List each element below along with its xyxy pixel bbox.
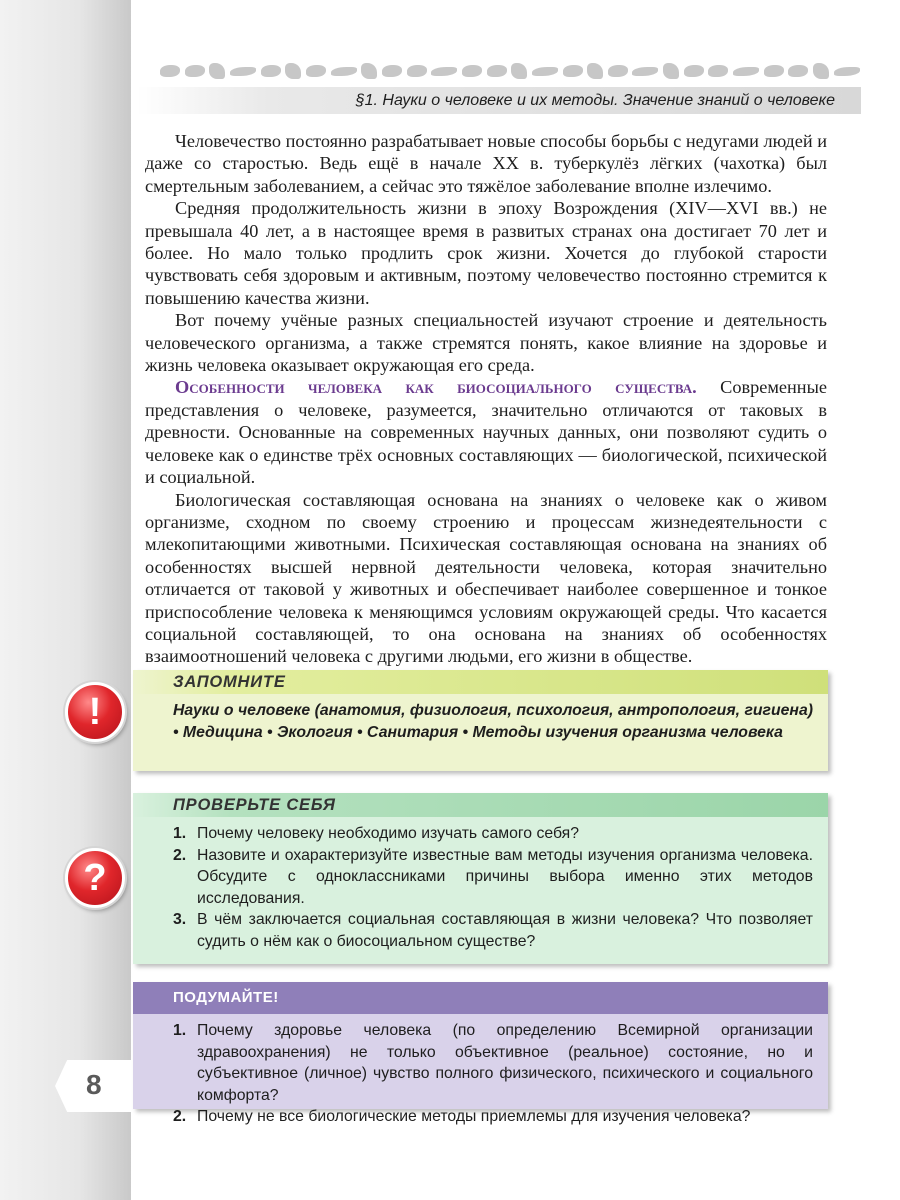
paragraph: Средняя продолжительность жизни в эпоху Возрождения (XIV—XVI вв.) не превышала 40 лет, а в настоящее время в развитых странах она достигает 70 лет и более. Но мало только продлить срок жизни. Хочется до глубокой старости чувствовать себя здоровым и активным, поэтому человечество постоянно стремится к повышению качества жизни. <box>145 198 827 308</box>
question-number: 2. <box>173 846 187 864</box>
paragraph: Человечество постоянно разрабатывает новые способы борьбы с недугами людей и даже со старостью. Ведь ещё в начале XX в. туберкулёз лёгких (чахотка) был смертельным заболеванием, а сейчас это тяжёлое заболевание вполне излечимо. <box>145 131 827 196</box>
question-text: В чём заключается социальная составляющая в жизни человека? Что позволяет судить о нём как о биосоциальном существе? <box>197 911 813 950</box>
question-text: Назовите и охарактеризуйте известные вам методы изучения организма человека. Обсудите с одноклассниками причины выбора именно этих методов исследования. <box>197 846 813 907</box>
think-box <box>133 982 828 1125</box>
exclamation-icon: ! <box>65 682 125 742</box>
paragraph: Вот почему учёные разных специальностей изучают строение и деятельность человеческого организма, а также стремятся понять, какое влияние на здоровье и жизнь человека оказывает окружающая его среда. <box>145 310 827 376</box>
question-text: Почему не все биологические методы приемлемы для изучения человека? <box>197 1108 751 1125</box>
decorative-animal-border <box>160 56 860 86</box>
running-header-title: §1. Науки о человеке и их методы. Значение знаний о человеке <box>355 91 835 109</box>
check-title: ПРОВЕРЬТЕ СЕБЯ <box>173 796 336 814</box>
question-number: 2. <box>173 1108 187 1125</box>
question-item <box>173 1106 813 1128</box>
think-question-list <box>173 1020 813 1128</box>
main-text <box>145 130 827 668</box>
question-item <box>173 823 813 845</box>
page-sidebar <box>0 0 131 1200</box>
check-question-list <box>173 823 813 952</box>
paragraph <box>145 376 827 488</box>
remember-text: Науки о человеке (анатомия, физиология, психология, антропология, гигиена) • Медицина • Экология • Санитария • Методы изучения организма человека <box>173 702 813 741</box>
remember-title: ЗАПОМНИТЕ <box>173 673 286 691</box>
question-item <box>173 909 813 952</box>
section-heading: Особенности человека как биосоциального существа. <box>175 377 697 398</box>
think-title: ПОДУМАЙТЕ! <box>173 989 279 1006</box>
page-number: 8 <box>86 1069 102 1100</box>
question-item <box>173 1020 813 1106</box>
question-number: 1. <box>173 1022 187 1039</box>
question-text: Почему здоровье человека (по определению Всемирной организации здравоохранения) не только объективное (реальное) состояние, но и субъективное (личное) чувство полного физического, психического и социального комфорта? <box>197 1022 813 1104</box>
remember-box <box>133 670 828 771</box>
question-number: 3. <box>173 911 187 928</box>
question-icon: ? <box>65 848 125 908</box>
paragraph: Биологическая составляющая основана на знаниях о человеке как о живом организме, сходном по своему строению и процессам жизнедеятельности с млекопитающими животными. Психическая составляющая основана на знаниях об особенностях высшей нервной деятельности человека, которая значительно отличается от таковой у животных и обеспечивает наиболее совершенное и тонкое приспособление человека к меняющимся условиям окружающей среды. Что касается социальной составляющей, то она основана на знаниях об особенностях взаимоотношений человека с другими людьми, его жизни в обществе. <box>145 489 827 667</box>
question-text: Почему человеку необходимо изучать самого себя? <box>197 825 580 842</box>
question-item <box>173 845 813 910</box>
paragraph-text: Современные представления о человеке, разумеется, значительно отличаются от таковых в древности. Основанные на современных научных данных, они позволяют судить о человеке как о единстве трёх основных составляющих — биологической, психической и социальной. <box>145 377 827 488</box>
check-yourself-box <box>133 793 828 964</box>
running-header <box>137 87 861 114</box>
question-number: 1. <box>173 825 187 842</box>
